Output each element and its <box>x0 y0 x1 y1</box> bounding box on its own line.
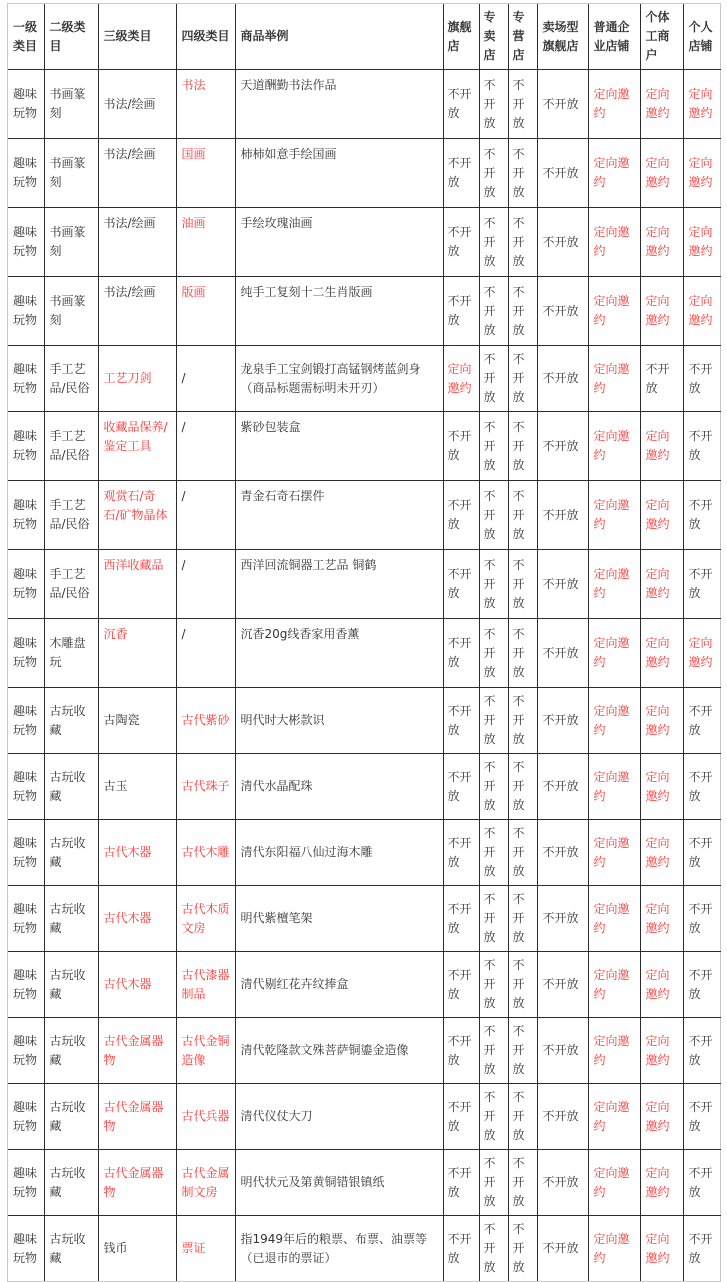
table-row <box>8 1216 721 1282</box>
cell-specialty-store: 不开放 <box>508 688 537 754</box>
category-table-container <box>7 3 721 1282</box>
cell-personal-store: 不开放 <box>683 481 721 550</box>
cell-specialty-store: 不开放 <box>508 1216 537 1282</box>
cell-enterprise-store: 定向邀约 <box>588 1084 640 1150</box>
cell-level1: 趣味玩物 <box>8 1216 44 1282</box>
cell-product-example: 清代乾隆款文殊菩萨铜鎏金造像 <box>235 1018 443 1084</box>
cell-level3: 工艺刀剑 <box>98 346 176 412</box>
cell-level3: 书法/绘画 <box>98 208 176 277</box>
cell-mall-flagship: 不开放 <box>537 346 588 412</box>
cell-enterprise-store: 定向邀约 <box>588 1150 640 1216</box>
cell-enterprise-store: 定向邀约 <box>588 346 640 412</box>
cell-product-example: 清代剔红花卉纹捧盒 <box>235 952 443 1018</box>
cell-level4: 古代木质文房 <box>176 886 235 952</box>
cell-level2: 书画篆刻 <box>44 277 98 346</box>
cell-level2: 木雕盘玩 <box>44 619 98 688</box>
cell-mall-flagship: 不开放 <box>537 1150 588 1216</box>
cell-exclusive-store: 不开放 <box>479 1150 508 1216</box>
cell-level4: / <box>176 412 235 481</box>
cell-personal-store: 不开放 <box>683 886 721 952</box>
cell-flagship-store: 不开放 <box>443 1084 479 1150</box>
category-permission-table <box>8 4 721 1281</box>
cell-specialty-store: 不开放 <box>508 1150 537 1216</box>
cell-specialty-store: 不开放 <box>508 70 537 139</box>
cell-level1: 趣味玩物 <box>8 754 44 820</box>
cell-level3: 古代木器 <box>98 886 176 952</box>
cell-enterprise-store: 定向邀约 <box>588 1018 640 1084</box>
cell-product-example: 指1949年后的粮票、布票、油票等（已退市的票证） <box>235 1216 443 1282</box>
cell-flagship-store: 不开放 <box>443 70 479 139</box>
cell-specialty-store: 不开放 <box>508 754 537 820</box>
cell-product-example: 手绘玫瑰油画 <box>235 208 443 277</box>
table-row <box>8 952 721 1018</box>
cell-level2: 古玩收藏 <box>44 1150 98 1216</box>
cell-flagship-store: 不开放 <box>443 277 479 346</box>
cell-mall-flagship: 不开放 <box>537 619 588 688</box>
header-specialty-store: 专营店 <box>508 4 537 70</box>
cell-level4: 古代木雕 <box>176 820 235 886</box>
table-row <box>8 70 721 139</box>
cell-personal-store: 不开放 <box>683 346 721 412</box>
cell-individual-business: 定向邀约 <box>640 1216 683 1282</box>
cell-individual-business: 定向邀约 <box>640 1150 683 1216</box>
cell-personal-store: 不开放 <box>683 1018 721 1084</box>
cell-level2: 古玩收藏 <box>44 688 98 754</box>
header-row <box>8 4 721 70</box>
cell-level4: 油画 <box>176 208 235 277</box>
header-flagship-store: 旗舰店 <box>443 4 479 70</box>
cell-exclusive-store: 不开放 <box>479 886 508 952</box>
cell-level2: 古玩收藏 <box>44 820 98 886</box>
cell-level3: 古代金属器物 <box>98 1150 176 1216</box>
cell-specialty-store: 不开放 <box>508 139 537 208</box>
cell-product-example: 纯手工复刻十二生肖版画 <box>235 277 443 346</box>
cell-level4: / <box>176 346 235 412</box>
cell-level1: 趣味玩物 <box>8 550 44 619</box>
cell-level2: 手工艺品/民俗 <box>44 412 98 481</box>
cell-exclusive-store: 不开放 <box>479 139 508 208</box>
cell-level4: / <box>176 619 235 688</box>
cell-level2: 古玩收藏 <box>44 1084 98 1150</box>
table-row <box>8 754 721 820</box>
cell-level3: 古玉 <box>98 754 176 820</box>
cell-mall-flagship: 不开放 <box>537 70 588 139</box>
cell-personal-store: 不开放 <box>683 952 721 1018</box>
cell-level3: 书法/绘画 <box>98 277 176 346</box>
cell-product-example: 明代紫檀笔架 <box>235 886 443 952</box>
cell-individual-business: 定向邀约 <box>640 1084 683 1150</box>
cell-level1: 趣味玩物 <box>8 70 44 139</box>
cell-product-example: 明代状元及第黄铜错银镇纸 <box>235 1150 443 1216</box>
cell-enterprise-store: 定向邀约 <box>588 754 640 820</box>
cell-exclusive-store: 不开放 <box>479 619 508 688</box>
cell-level4: / <box>176 481 235 550</box>
cell-enterprise-store: 定向邀约 <box>588 412 640 481</box>
cell-enterprise-store: 定向邀约 <box>588 139 640 208</box>
cell-level2: 古玩收藏 <box>44 1018 98 1084</box>
cell-enterprise-store: 定向邀约 <box>588 277 640 346</box>
cell-mall-flagship: 不开放 <box>537 139 588 208</box>
cell-exclusive-store: 不开放 <box>479 952 508 1018</box>
cell-mall-flagship: 不开放 <box>537 481 588 550</box>
cell-individual-business: 不开放 <box>640 346 683 412</box>
cell-mall-flagship: 不开放 <box>537 1216 588 1282</box>
table-row <box>8 1018 721 1084</box>
cell-level4: 古代金属制文房 <box>176 1150 235 1216</box>
cell-flagship-store: 定向邀约 <box>443 346 479 412</box>
cell-specialty-store: 不开放 <box>508 208 537 277</box>
cell-enterprise-store: 定向邀约 <box>588 820 640 886</box>
cell-level3: 古代木器 <box>98 820 176 886</box>
cell-flagship-store: 不开放 <box>443 1150 479 1216</box>
cell-level4: 古代漆器制品 <box>176 952 235 1018</box>
cell-personal-store: 不开放 <box>683 820 721 886</box>
cell-exclusive-store: 不开放 <box>479 1216 508 1282</box>
cell-product-example: 清代东阳福八仙过海木雕 <box>235 820 443 886</box>
cell-level2: 古玩收藏 <box>44 886 98 952</box>
cell-specialty-store: 不开放 <box>508 886 537 952</box>
cell-level3: 书法/绘画 <box>98 139 176 208</box>
cell-exclusive-store: 不开放 <box>479 70 508 139</box>
cell-flagship-store: 不开放 <box>443 619 479 688</box>
cell-specialty-store: 不开放 <box>508 820 537 886</box>
cell-exclusive-store: 不开放 <box>479 688 508 754</box>
cell-product-example: 沉香20g线香家用香薰 <box>235 619 443 688</box>
cell-product-example: 清代仪仗大刀 <box>235 1084 443 1150</box>
cell-level3: 收藏品保养/鉴定工具 <box>98 412 176 481</box>
table-row <box>8 820 721 886</box>
cell-flagship-store: 不开放 <box>443 1216 479 1282</box>
cell-personal-store: 定向邀约 <box>683 277 721 346</box>
cell-level3: 钱币 <box>98 1216 176 1282</box>
cell-specialty-store: 不开放 <box>508 952 537 1018</box>
cell-level1: 趣味玩物 <box>8 208 44 277</box>
cell-enterprise-store: 定向邀约 <box>588 70 640 139</box>
cell-exclusive-store: 不开放 <box>479 1084 508 1150</box>
header-individual-business: 个体工商户 <box>640 4 683 70</box>
cell-personal-store: 定向邀约 <box>683 619 721 688</box>
cell-individual-business: 定向邀约 <box>640 820 683 886</box>
cell-flagship-store: 不开放 <box>443 886 479 952</box>
cell-flagship-store: 不开放 <box>443 820 479 886</box>
header-mall-flagship: 卖场型旗舰店 <box>537 4 588 70</box>
cell-level2: 书画篆刻 <box>44 139 98 208</box>
header-level3: 三级类目 <box>98 4 176 70</box>
cell-level1: 趣味玩物 <box>8 886 44 952</box>
cell-flagship-store: 不开放 <box>443 1018 479 1084</box>
header-level4: 四级类目 <box>176 4 235 70</box>
table-row <box>8 412 721 481</box>
header-exclusive-store: 专卖店 <box>479 4 508 70</box>
cell-enterprise-store: 定向邀约 <box>588 1216 640 1282</box>
cell-exclusive-store: 不开放 <box>479 412 508 481</box>
cell-level3: 古陶瓷 <box>98 688 176 754</box>
cell-enterprise-store: 定向邀约 <box>588 886 640 952</box>
cell-level2: 手工艺品/民俗 <box>44 550 98 619</box>
cell-level2: 古玩收藏 <box>44 754 98 820</box>
table-row <box>8 619 721 688</box>
cell-level3: 古代金属器物 <box>98 1018 176 1084</box>
cell-flagship-store: 不开放 <box>443 481 479 550</box>
cell-product-example: 青金石奇石摆件 <box>235 481 443 550</box>
cell-mall-flagship: 不开放 <box>537 1084 588 1150</box>
cell-enterprise-store: 定向邀约 <box>588 481 640 550</box>
cell-personal-store: 不开放 <box>683 412 721 481</box>
cell-level3: 观赏石/奇石/矿物晶体 <box>98 481 176 550</box>
cell-level1: 趣味玩物 <box>8 619 44 688</box>
header-product-example: 商品举例 <box>235 4 443 70</box>
cell-personal-store: 不开放 <box>683 1216 721 1282</box>
cell-level4: 古代兵器 <box>176 1084 235 1150</box>
cell-level2: 书画篆刻 <box>44 70 98 139</box>
cell-level1: 趣味玩物 <box>8 277 44 346</box>
cell-flagship-store: 不开放 <box>443 208 479 277</box>
cell-product-example: 天道酬勤书法作品 <box>235 70 443 139</box>
cell-level2: 手工艺品/民俗 <box>44 481 98 550</box>
cell-personal-store: 不开放 <box>683 1084 721 1150</box>
cell-flagship-store: 不开放 <box>443 550 479 619</box>
cell-level1: 趣味玩物 <box>8 346 44 412</box>
cell-specialty-store: 不开放 <box>508 1084 537 1150</box>
cell-mall-flagship: 不开放 <box>537 952 588 1018</box>
cell-exclusive-store: 不开放 <box>479 277 508 346</box>
cell-personal-store: 不开放 <box>683 754 721 820</box>
cell-exclusive-store: 不开放 <box>479 346 508 412</box>
cell-level3: 书法/绘画 <box>98 70 176 139</box>
cell-exclusive-store: 不开放 <box>479 820 508 886</box>
cell-level1: 趣味玩物 <box>8 1084 44 1150</box>
cell-flagship-store: 不开放 <box>443 412 479 481</box>
cell-level2: 书画篆刻 <box>44 208 98 277</box>
cell-product-example: 龙泉手工宝剑锻打高锰钢烤蓝剑身（商品标题需标明未开刃） <box>235 346 443 412</box>
cell-enterprise-store: 定向邀约 <box>588 619 640 688</box>
cell-specialty-store: 不开放 <box>508 550 537 619</box>
cell-personal-store: 不开放 <box>683 1150 721 1216</box>
cell-flagship-store: 不开放 <box>443 754 479 820</box>
cell-level3: 古代木器 <box>98 952 176 1018</box>
cell-flagship-store: 不开放 <box>443 952 479 1018</box>
cell-level1: 趣味玩物 <box>8 1150 44 1216</box>
cell-product-example: 西洋回流铜器工艺品 铜鹤 <box>235 550 443 619</box>
table-row <box>8 277 721 346</box>
table-row <box>8 208 721 277</box>
cell-level2: 古玩收藏 <box>44 952 98 1018</box>
cell-individual-business: 定向邀约 <box>640 412 683 481</box>
cell-level4: 古代紫砂 <box>176 688 235 754</box>
cell-level4: 票证 <box>176 1216 235 1282</box>
cell-individual-business: 定向邀约 <box>640 277 683 346</box>
cell-product-example: 明代时大彬款识 <box>235 688 443 754</box>
table-row <box>8 346 721 412</box>
table-row <box>8 481 721 550</box>
header-enterprise-store: 普通企业店铺 <box>588 4 640 70</box>
cell-enterprise-store: 定向邀约 <box>588 688 640 754</box>
cell-enterprise-store: 定向邀约 <box>588 208 640 277</box>
table-body <box>8 70 721 1282</box>
cell-flagship-store: 不开放 <box>443 688 479 754</box>
cell-level2: 手工艺品/民俗 <box>44 346 98 412</box>
cell-individual-business: 定向邀约 <box>640 619 683 688</box>
cell-personal-store: 不开放 <box>683 550 721 619</box>
cell-individual-business: 定向邀约 <box>640 70 683 139</box>
cell-level1: 趣味玩物 <box>8 820 44 886</box>
cell-specialty-store: 不开放 <box>508 412 537 481</box>
cell-specialty-store: 不开放 <box>508 619 537 688</box>
cell-level4: 古代珠子 <box>176 754 235 820</box>
cell-level1: 趣味玩物 <box>8 139 44 208</box>
cell-product-example: 紫砂包装盒 <box>235 412 443 481</box>
cell-individual-business: 定向邀约 <box>640 1018 683 1084</box>
cell-mall-flagship: 不开放 <box>537 550 588 619</box>
cell-personal-store: 不开放 <box>683 688 721 754</box>
cell-exclusive-store: 不开放 <box>479 208 508 277</box>
cell-flagship-store: 不开放 <box>443 139 479 208</box>
table-row <box>8 1084 721 1150</box>
cell-individual-business: 定向邀约 <box>640 886 683 952</box>
cell-mall-flagship: 不开放 <box>537 277 588 346</box>
cell-individual-business: 定向邀约 <box>640 550 683 619</box>
cell-level1: 趣味玩物 <box>8 952 44 1018</box>
cell-individual-business: 定向邀约 <box>640 208 683 277</box>
cell-level4: 版画 <box>176 277 235 346</box>
cell-level1: 趣味玩物 <box>8 688 44 754</box>
cell-level1: 趣味玩物 <box>8 412 44 481</box>
cell-individual-business: 定向邀约 <box>640 481 683 550</box>
cell-level3: 古代金属器物 <box>98 1084 176 1150</box>
cell-exclusive-store: 不开放 <box>479 754 508 820</box>
cell-product-example: 清代水晶配珠 <box>235 754 443 820</box>
cell-mall-flagship: 不开放 <box>537 886 588 952</box>
cell-level1: 趣味玩物 <box>8 481 44 550</box>
table-row <box>8 886 721 952</box>
header-level1: 一级类目 <box>8 4 44 70</box>
cell-product-example: 柿柿如意手绘国画 <box>235 139 443 208</box>
cell-level4: / <box>176 550 235 619</box>
cell-level4: 国画 <box>176 139 235 208</box>
cell-specialty-store: 不开放 <box>508 481 537 550</box>
cell-individual-business: 定向邀约 <box>640 688 683 754</box>
cell-enterprise-store: 定向邀约 <box>588 952 640 1018</box>
cell-level2: 古玩收藏 <box>44 1216 98 1282</box>
cell-individual-business: 定向邀约 <box>640 952 683 1018</box>
table-row <box>8 1150 721 1216</box>
cell-level1: 趣味玩物 <box>8 1018 44 1084</box>
cell-individual-business: 定向邀约 <box>640 754 683 820</box>
cell-personal-store: 定向邀约 <box>683 139 721 208</box>
header-personal-store: 个人店铺 <box>683 4 721 70</box>
cell-level4: 古代金铜造像 <box>176 1018 235 1084</box>
table-row <box>8 688 721 754</box>
cell-specialty-store: 不开放 <box>508 346 537 412</box>
cell-exclusive-store: 不开放 <box>479 550 508 619</box>
cell-enterprise-store: 定向邀约 <box>588 550 640 619</box>
cell-specialty-store: 不开放 <box>508 1018 537 1084</box>
cell-mall-flagship: 不开放 <box>537 754 588 820</box>
cell-specialty-store: 不开放 <box>508 277 537 346</box>
cell-level3: 沉香 <box>98 619 176 688</box>
cell-personal-store: 定向邀约 <box>683 208 721 277</box>
table-row <box>8 550 721 619</box>
cell-exclusive-store: 不开放 <box>479 1018 508 1084</box>
cell-level3: 西洋收藏品 <box>98 550 176 619</box>
header-level2: 二级类目 <box>44 4 98 70</box>
cell-mall-flagship: 不开放 <box>537 412 588 481</box>
cell-mall-flagship: 不开放 <box>537 208 588 277</box>
cell-level4: 书法 <box>176 70 235 139</box>
cell-personal-store: 定向邀约 <box>683 70 721 139</box>
table-row <box>8 139 721 208</box>
cell-mall-flagship: 不开放 <box>537 1018 588 1084</box>
cell-individual-business: 定向邀约 <box>640 139 683 208</box>
cell-mall-flagship: 不开放 <box>537 688 588 754</box>
cell-mall-flagship: 不开放 <box>537 820 588 886</box>
cell-exclusive-store: 不开放 <box>479 481 508 550</box>
